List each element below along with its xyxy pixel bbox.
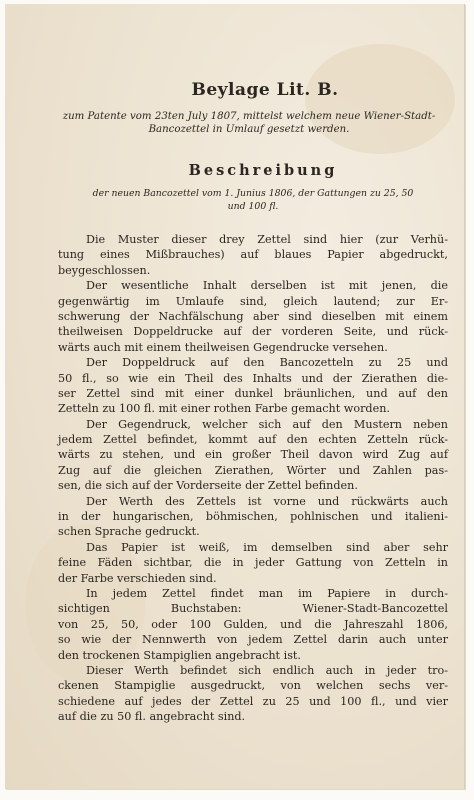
body-line: in der hungarischen, böhmischen, pohlnischen und italieni- — [58, 510, 448, 524]
title-sub-line-1: der neuen Bancozettel vom 1. Junius 1806, der Gattungen zu 25, 50 — [92, 188, 414, 199]
body-line: beygeschlossen. — [58, 263, 151, 277]
body-line: Zetteln zu 100 fl. mit einer rothen Farbe gemacht worden. — [58, 402, 390, 416]
body-line: Dieser Werth befindet sich endlich auch in jeder tro- — [86, 663, 448, 677]
body-line: wärts zu stehen, und ein großer Theil davon wird Zug auf — [58, 448, 448, 462]
title-sub-line-2: und 100 fl. — [227, 201, 279, 212]
body-line: wärts auch mit einem theilweisen Gegendrucke versehen. — [58, 340, 388, 354]
body-line: theilweisen Doppeldrucke auf der vorderen Seite, und rück- — [58, 325, 448, 339]
body-line: Der Werth des Zettels ist vorne und rückwärts auch — [86, 494, 448, 508]
body-line: der Farbe verschieden sind. — [58, 571, 217, 585]
body-line: In jedem Zettel findet man im Papiere in durch- — [86, 586, 448, 600]
body-line: feine Fäden sichtbar, die in jeder Gattung von Zetteln in — [58, 556, 448, 570]
body-line: ckenen Stampiglie ausgedruckt, von welchen sechs ver- — [58, 679, 448, 693]
body-line: schen Sprache gedruckt. — [58, 525, 200, 539]
body-line: Das Papier ist weiß, im demselben sind aber sehr — [86, 540, 448, 554]
body-line: auf die zu 50 fl. angebracht sind. — [58, 710, 246, 724]
body-line: ser Zettel sind mit einer dunkel bräunlichen, und auf den — [58, 386, 448, 400]
document-body — [58, 232, 448, 725]
subheading-line-2: Bancozettel in Umlauf gesetzt werden. — [148, 124, 350, 135]
body-line: den trockenen Stampiglien angebracht ist. — [58, 648, 301, 662]
body-line: Der wesentliche Inhalt derselben ist mit jenen, die — [86, 279, 448, 293]
body-line: sen, die sich auf der Vorderseite der Zettel befinden. — [58, 479, 358, 493]
body-line: so wie der Nennwerth von jedem Zettel darin auch unter — [58, 633, 448, 647]
body-line: Zug auf die gleichen Zierathen, Wörter und Zahlen pas- — [58, 463, 448, 477]
document-title: Beschreibung — [188, 162, 338, 179]
subheading-line-1: zum Patente vom 23ten July 1807, mittelst welchem neue Wiener-Stadt- — [62, 111, 436, 122]
document-heading: Beylage Lit. B. — [191, 80, 339, 100]
body-line: von 25, 50, oder 100 Gulden, und die Jahreszahl 1806, — [58, 617, 448, 631]
document-header — [50, 80, 440, 213]
body-line: gegenwärtig im Umlaufe sind, gleich lautend; zur Er- — [58, 294, 448, 308]
body-line: 50 fl., so wie ein Theil des Inhalts und der Zierathen die- — [58, 371, 448, 385]
body-line: Die Muster dieser drey Zettel sind hier (zur Verhü- — [86, 233, 448, 246]
body-line: schiedene auf jedes der Zettel zu 25 und 100 fl., und vier — [58, 694, 448, 708]
body-line: Der Gegendruck, welcher sich auf den Mustern neben — [86, 417, 448, 431]
body-line: sichtigen Buchstaben: Wiener-Stadt-Bancozettel — [58, 602, 448, 616]
body-line: tung eines Mißbrauches) auf blaues Papier abgedruckt, — [58, 248, 448, 262]
body-line: Der Doppeldruck auf den Bancozetteln zu 25 und — [86, 356, 448, 370]
body-line: jedem Zettel befindet, kommt auf den echten Zetteln rück- — [58, 433, 448, 447]
body-line: schwerung der Nachfälschung aber sind dieselben mit einem — [58, 309, 448, 323]
